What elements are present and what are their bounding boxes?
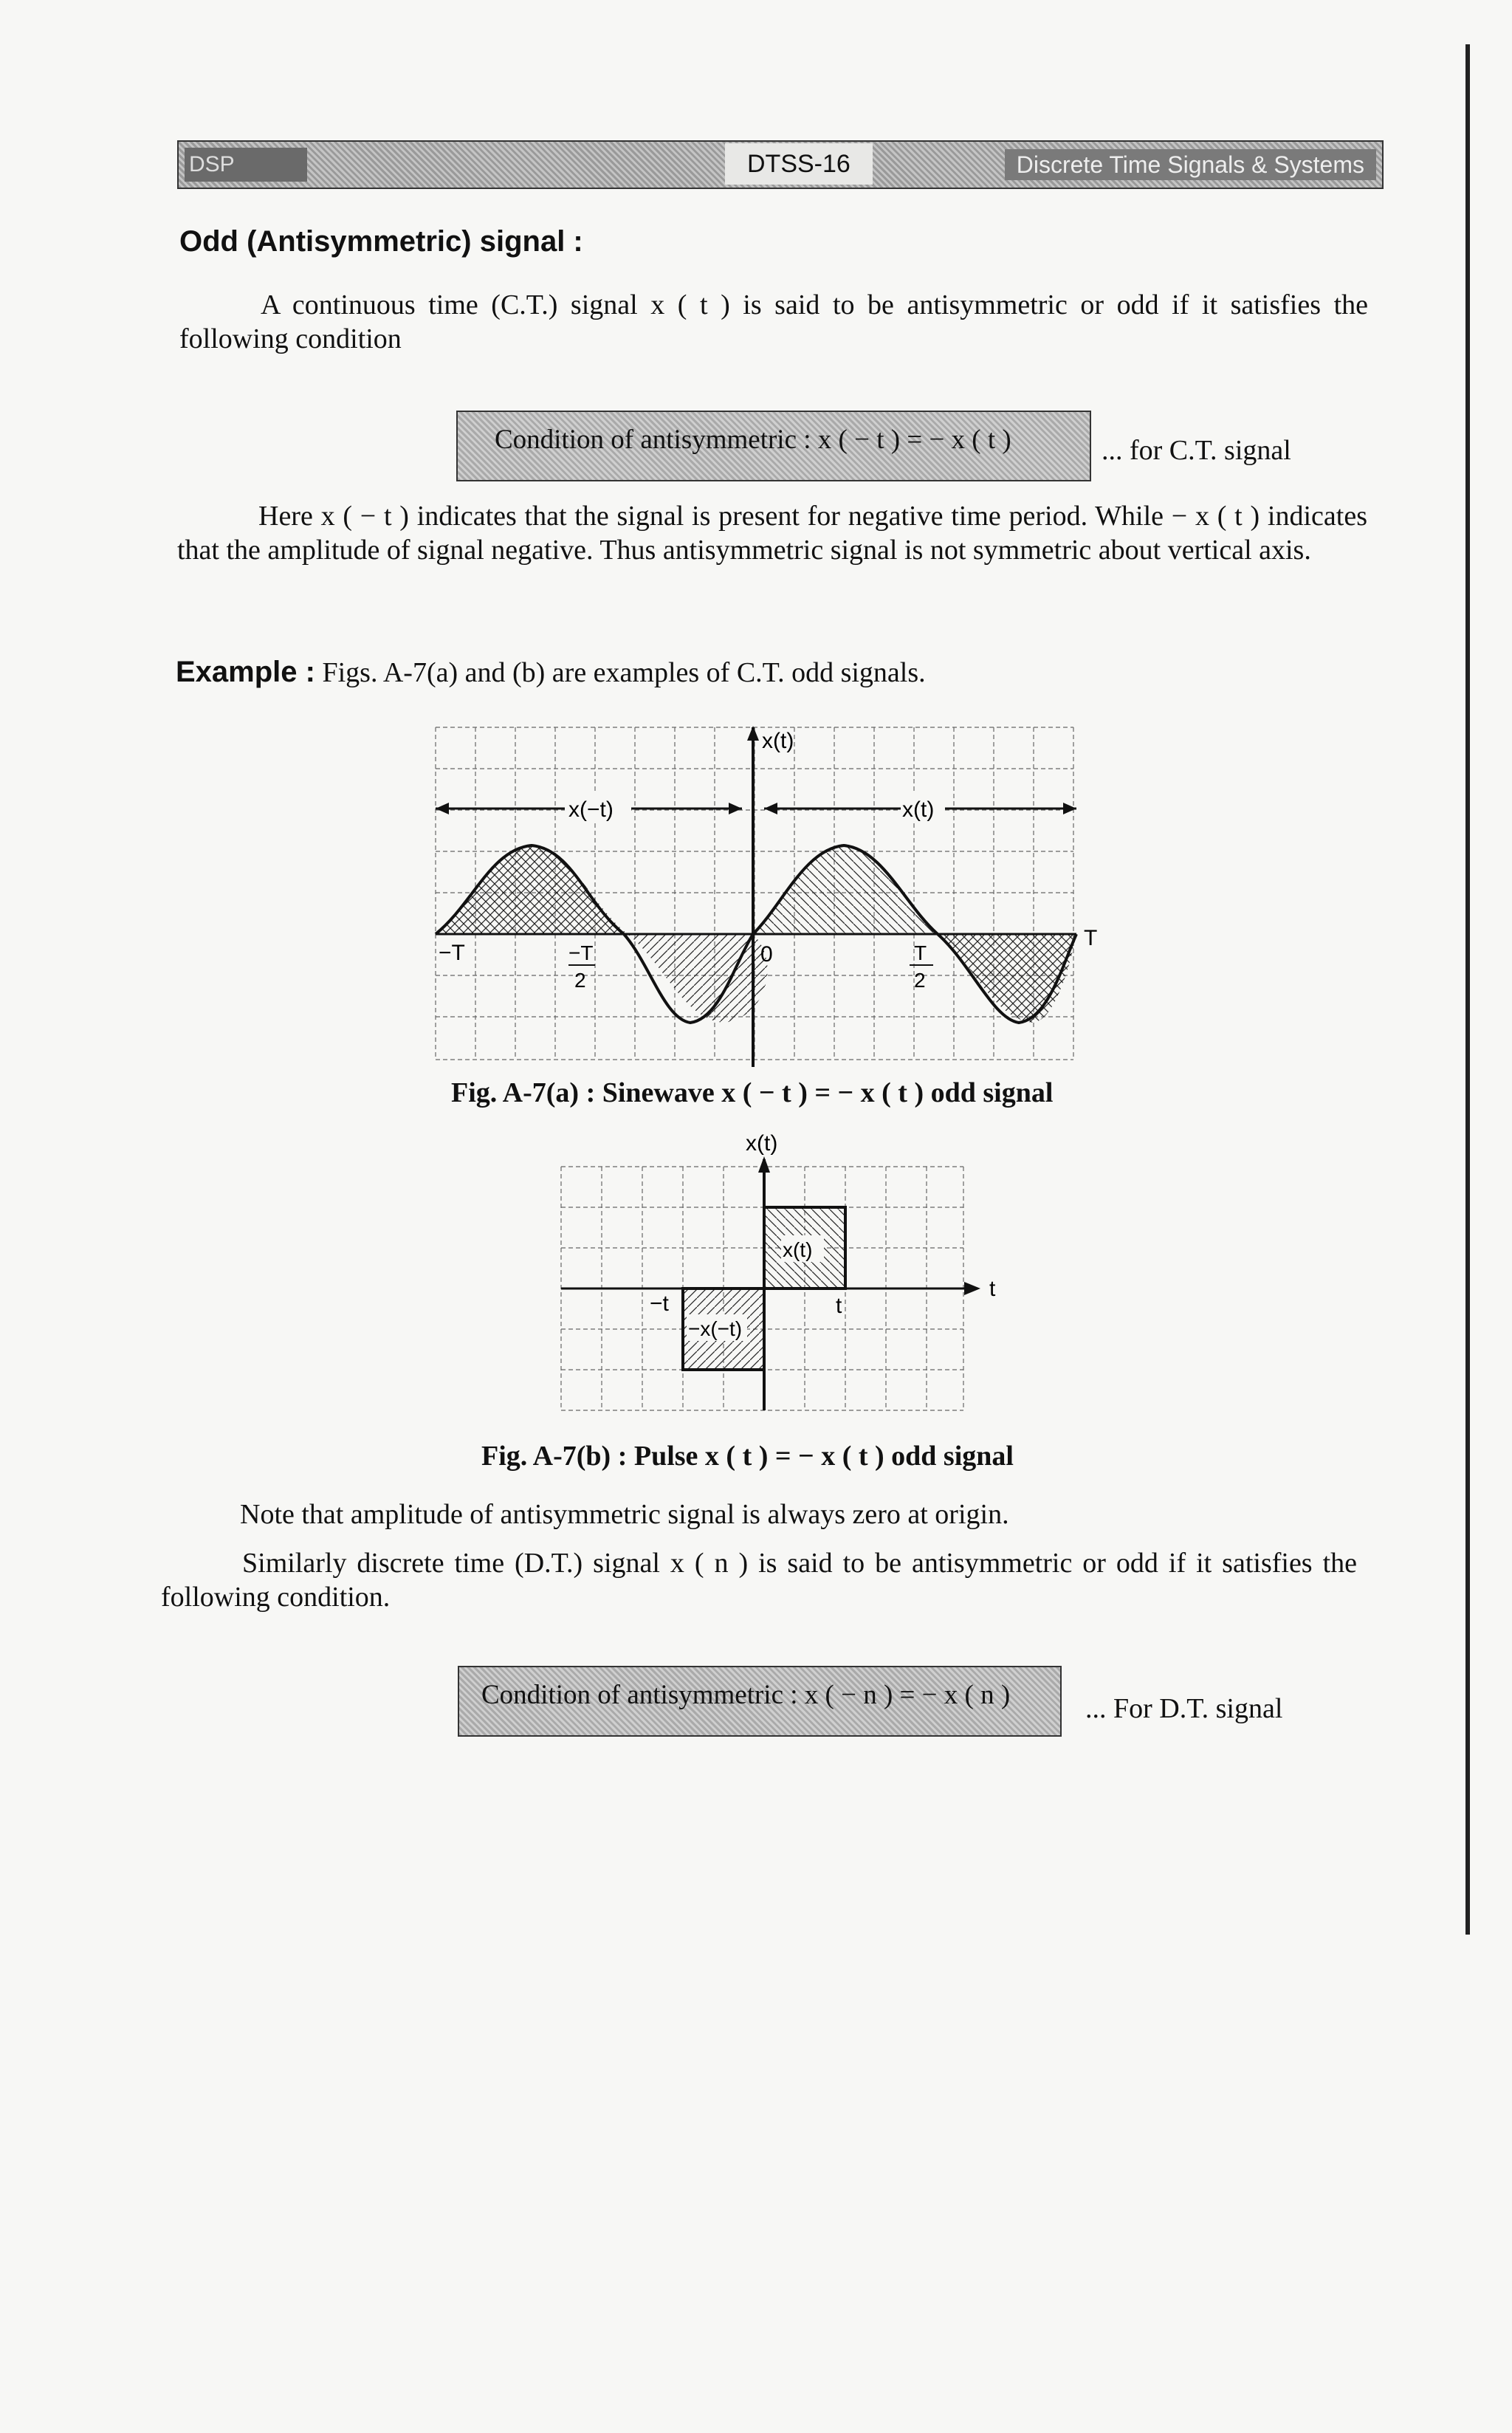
header-page-number: DTSS-16: [725, 143, 873, 185]
ct-condition-text: Condition of antisymmetric : x ( − t ) = − x ( t ): [495, 425, 1011, 455]
tick-label-half-den: 2: [914, 969, 926, 992]
dt-paragraph: Similarly discrete time (D.T.) signal x ( n ) is said to be antisymmetric or odd if it satisfies the following condition.: [161, 1548, 1357, 1613]
ct-condition-box: [456, 411, 1091, 481]
figure-a-sinewave: [428, 720, 1098, 1074]
right-span-label: x(t): [902, 797, 935, 822]
example-text: Figs. A-7(a) and (b) are examples of C.T. odd signals.: [322, 657, 926, 688]
example-line: [176, 656, 926, 689]
tick-label-neg-t: −t: [650, 1291, 669, 1316]
y-axis-arrow-a: [747, 726, 759, 741]
example-label: Example :: [176, 656, 315, 688]
figure-b-caption: Fig. A-7(b) : Pulse x ( t ) = − x ( t ) odd signal: [481, 1441, 1014, 1472]
tick-label-neg-T: −T: [439, 941, 465, 965]
explanation-paragraph: Here x ( − t ) indicates that the signal is present for negative time period. While − x ( t ) indicates that the amplitude of signal negative. Thus antisymmetric signal is not symmetric about vertical axis.: [177, 501, 1367, 566]
hatch-left-positive: [436, 845, 628, 934]
section-heading: Odd (Antisymmetric) signal :: [179, 225, 583, 258]
x-axis-label-b: t: [989, 1277, 996, 1301]
tick-label-neg-half-num: −T: [568, 941, 594, 964]
figure-b-pulse: [546, 1130, 1004, 1425]
y-axis-label-b: x(t): [746, 1131, 778, 1156]
note-paragraph: Note that amplitude of antisymmetric signal is always zero at origin.: [240, 1499, 1009, 1530]
intro-paragraph: A continuous time (C.T.) signal x ( t ) is said to be antisymmetric or odd if it satisfies the following condition: [179, 289, 1368, 354]
hatch-right-positive: [753, 845, 938, 934]
page-edge-shadow: [1465, 44, 1470, 1935]
tick-label-T: T: [1084, 926, 1098, 950]
y-axis-label-a: x(t): [762, 729, 794, 753]
y-axis-arrow-b: [758, 1156, 770, 1173]
tick-label-neg-half-den: 2: [574, 969, 586, 992]
negative-pulse-label: −x(−t): [688, 1317, 743, 1340]
ct-condition-suffix: ... for C.T. signal: [1102, 435, 1291, 466]
dt-condition-box: [458, 1666, 1062, 1737]
figure-a-caption: Fig. A-7(a) : Sinewave x ( − t ) = − x ( t ) odd signal: [451, 1077, 1054, 1108]
dt-condition-suffix: ... For D.T. signal: [1085, 1693, 1283, 1724]
left-span-label: x(−t): [568, 797, 614, 822]
running-header: [177, 140, 1384, 189]
positive-pulse-label: x(t): [783, 1238, 813, 1261]
header-book-code: DSP: [185, 148, 307, 182]
hatch-right-negative: [938, 934, 1076, 1023]
dt-condition-text: Condition of antisymmetric : x ( − n ) = − x ( n ): [481, 1680, 1011, 1710]
tick-label-half-num: T: [914, 941, 927, 964]
tick-label-zero: 0: [760, 942, 773, 967]
header-chapter-title: Discrete Time Signals & Systems: [1005, 149, 1376, 180]
x-axis-arrow-b: [964, 1282, 980, 1295]
tick-label-t: t: [836, 1294, 842, 1318]
